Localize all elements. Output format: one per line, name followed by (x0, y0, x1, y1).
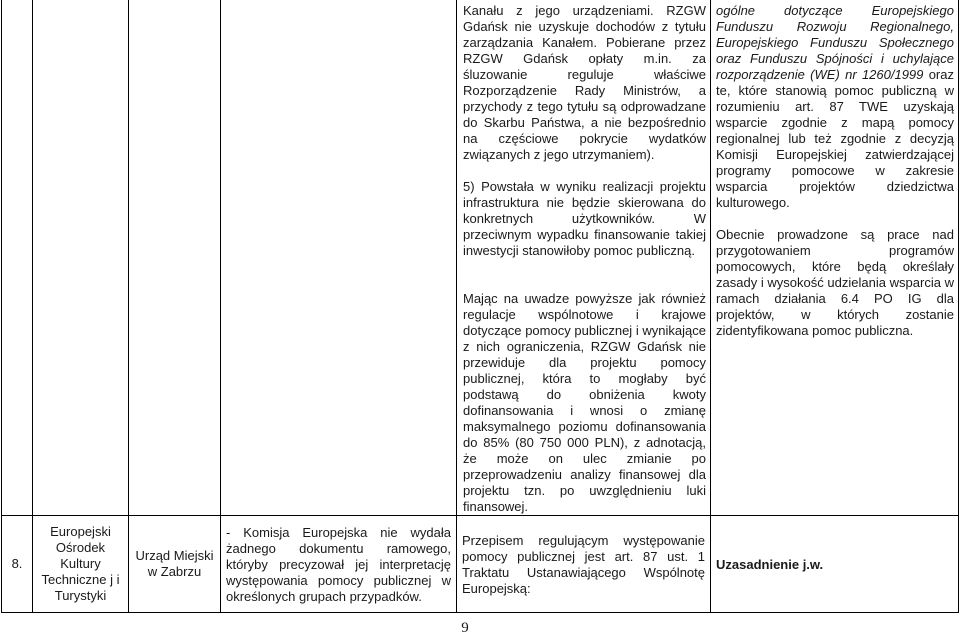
row-number: 8. (2, 516, 33, 613)
cell-number-empty (2, 0, 33, 516)
decision-paragraph-2: Obecnie prowadzone są prace nad przygotowaniem programów pomocowych, które będą określały zasady i wysokość udzielania wsparcia w ramach działania 6.4 PO IG dla projektów, w których zostanie zidentyfikowana pomoc publiczna. (716, 227, 954, 338)
response-paragraph-1: Kanału z jego urządzeniami. RZGW Gdańsk nie uzyskuje dochodów z tytułu zarządzania Kanałem. Pobierane przez RZGW Gdańsk opłaty m.in. za śluzowanie reguluje właściwe Rozporządzenie Rady Ministrów, a przychody z tego tytułu są odprowadzane do Skarbu Państwa, a nie bezpośrednio na częściowe pokrycie wydatków związanych z jego utrzymaniem). (463, 3, 706, 162)
consultation-table (1, 0, 959, 613)
cell-response (457, 0, 711, 516)
decision-text: Uzasadnienie j.w. (711, 516, 959, 613)
cell-remark-empty (221, 0, 457, 516)
response-text: Przepisem regulującym występowanie pomocy publicznej jest art. 87 ust. 1 Traktatu Ustanawiającego Wspólnotę Europejską: (457, 516, 711, 613)
decision-text: oraz te, które stanowią pomoc publiczną w rozumieniu art. 87 TWE uzyskają wsparcie zgodnie z mapą pomocy regionalnej lub też zgodnie z decyzją Komisji Europejskiej zatwierdzającej programy pomocowe w zakresie wsparcia projektów dziedzictwa kulturowego. (716, 67, 954, 210)
institution-name: Urząd Miejski w Zabrzu (129, 516, 221, 613)
response-paragraph-3: Mając na uwadze powyższe jak również regulacje wspólnotowe i krajowe dotyczące pomocy publicznej i wynikające z nich ograniczenia, RZGW Gdańsk nie przewiduje dla projektu pomocy publicznej, która to mogłaby być podstawą do obniżenia kwoty dofinansowania i wnosi o zmianę maksymalnego poziomu dofinansowania do 85% (80 750 000 PLN), z adnotacją, że może on ulec zmianie po przeprowadzeniu analizy finansowej dla projektu tzn. po uwzględnieniu luki finansowej. (463, 291, 706, 514)
decision-paragraph-1 (716, 3, 954, 211)
response-paragraph-2: 5) Powstała w wyniku realizacji projektu infrastruktura nie będzie skierowana do konkretnych użytkowników. W przeciwnym wypadku finansowanie takiej inwestycji stanowiłoby pomoc publiczną. (463, 179, 706, 258)
table-row (2, 0, 959, 516)
page-number: 9 (461, 620, 469, 636)
table-row (2, 516, 959, 613)
cell-submitter-empty (33, 0, 129, 516)
submitter-name: Europejski Ośrodek Kultury Techniczne j i Turystyki (33, 516, 129, 613)
cell-institution-empty (129, 0, 221, 516)
decision-italic-text: ogólne dotyczące Europejskiego Funduszu Rozwoju Regionalnego, Europejskiego Funduszu Społecznego oraz Funduszu Spójności i uchylające rozporządzenie (WE) nr 1260/1999 (716, 3, 954, 82)
cell-decision (711, 0, 959, 516)
remark-text: - Komisja Europejska nie wydała żadnego dokumentu ramowego, któryby precyzował jej interpretację występowania pomocy publicznej w określonych grupach przypadków. (221, 516, 457, 613)
